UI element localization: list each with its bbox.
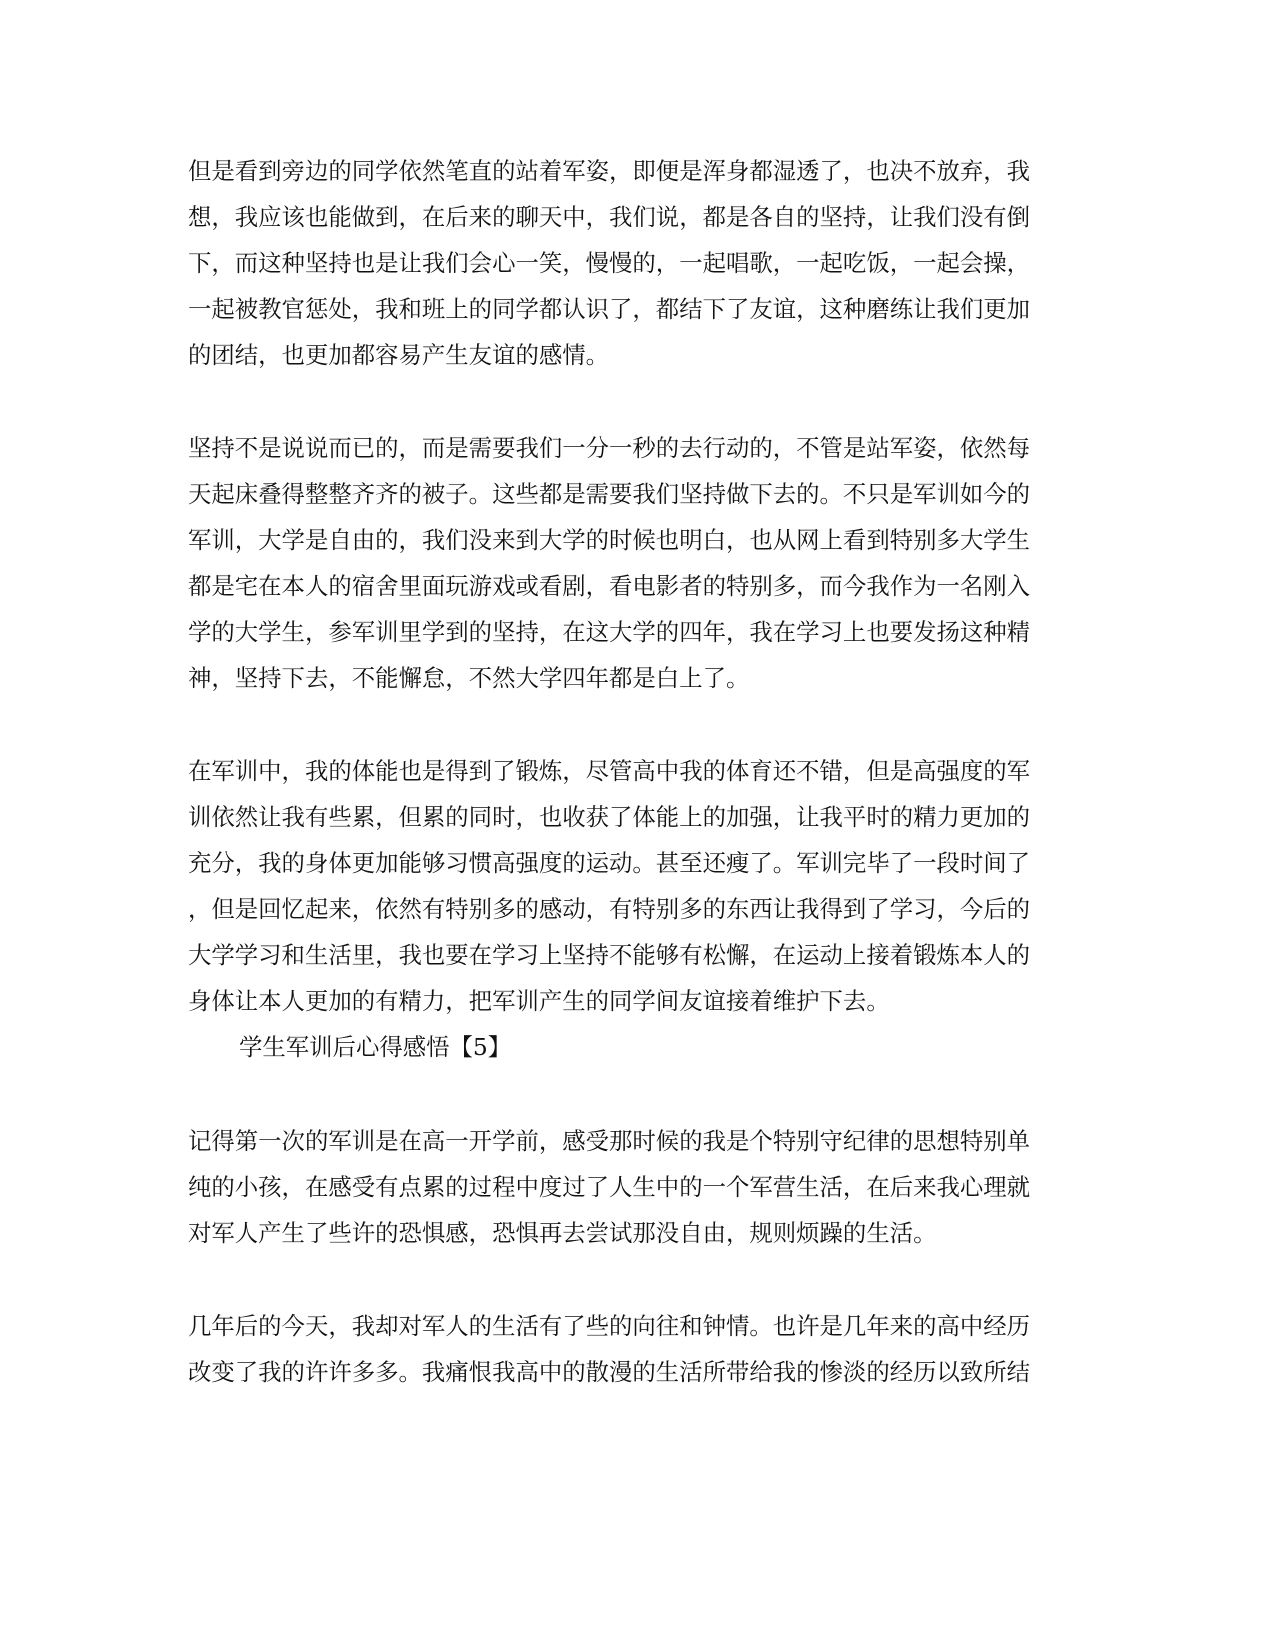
text-line: ，但是回忆起来，依然有特别多的感动，有特别多的东西让我得到了学习，今后的 [188,895,1031,923]
text-line: 天起床叠得整整齐齐的被子。这些都是需要我们坚持做下去的。不只是军训如今的 [188,480,1031,508]
text-line: 一起被教官惩处，我和班上的同学都认识了，都结下了友谊，这种磨练让我们更加 [188,295,1031,323]
text-line: 下，而这种坚持也是让我们会心一笑，慢慢的，一起唱歌，一起吃饭，一起会操， [188,249,1031,277]
section-heading: 学生军训后心得感悟【5】 [239,1033,512,1061]
text-line: 大学学习和生活里，我也要在学习上坚持不能够有松懈，在运动上接着锻炼本人的 [188,941,1031,969]
text-line: 几年后的今天，我却对军人的生活有了些的向往和钟情。也许是几年来的高中经历 [188,1312,1031,1340]
text-line: 的团结，也更加都容易产生友谊的感情。 [188,341,610,369]
text-line: 都是宅在本人的宿舍里面玩游戏或看剧，看电影者的特别多，而今我作为一名刚入 [188,572,1031,600]
text-line: 学的大学生，参军训里学到的坚持，在这大学的四年，我在学习上也要发扬这种精 [188,618,1031,646]
text-line: 在军训中，我的体能也是得到了锻炼，尽管高中我的体育还不错，但是高强度的军 [188,757,1031,785]
text-line: 训依然让我有些累，但累的同时，也收获了体能上的加强，让我平时的精力更加的 [188,803,1031,831]
text-line: 坚持不是说说而已的，而是需要我们一分一秒的去行动的，不管是站军姿，依然每 [188,434,1031,462]
text-line: 充分，我的身体更加能够习惯高强度的运动。甚至还瘦了。军训完毕了一段时间了 [188,849,1031,877]
text-line: 神，坚持下去，不能懈怠，不然大学四年都是白上了。 [188,664,750,692]
text-line: 改变了我的许许多多。我痛恨我高中的散漫的生活所带给我的惨淡的经历以致所结 [188,1358,1031,1386]
text-line: 记得第一次的军训是在高一开学前，感受那时候的我是个特别守纪律的思想特别单 [188,1127,1031,1155]
text-line: 纯的小孩，在感受有点累的过程中度过了人生中的一个军营生活，在后来我心理就 [188,1173,1031,1201]
text-line: 对军人产生了些许的恐惧感，恐惧再去尝试那没自由，规则烦躁的生活。 [188,1219,937,1247]
text-line: 军训，大学是自由的，我们没来到大学的时候也明白，也从网上看到特别多大学生 [188,526,1031,554]
text-line: 身体让本人更加的有精力，把军训产生的同学间友谊接着维护下去。 [188,987,890,1015]
text-line: 想，我应该也能做到，在后来的聊天中，我们说，都是各自的坚持，让我们没有倒 [188,203,1031,231]
text-line: 但是看到旁边的同学依然笔直的站着军姿，即便是浑身都湿透了，也决不放弃，我 [188,157,1031,185]
